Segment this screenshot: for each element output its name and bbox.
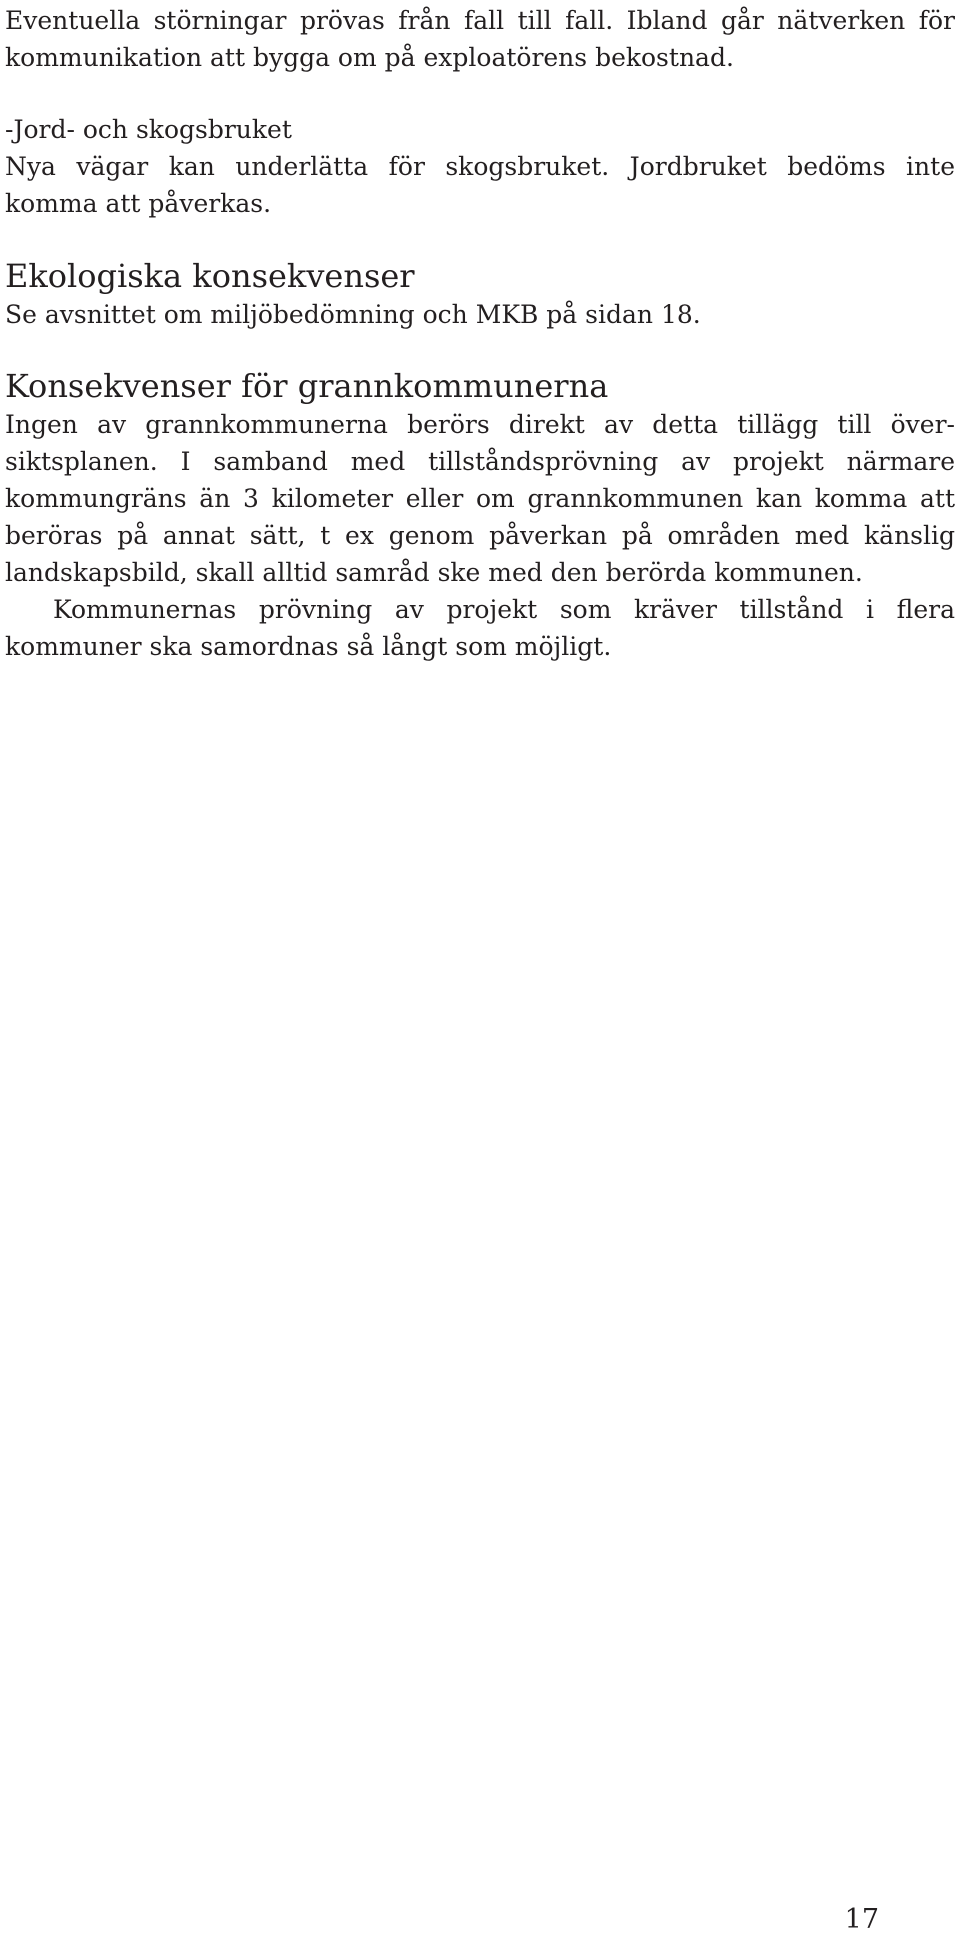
- ecological-text: Se avsnittet om miljöbedömning och MKB på sidan 18.: [5, 300, 701, 329]
- neighbours-paragraph-1: Ingen av grannkommunerna berörs direkt av detta tillägg till översiktsplanen. I samband med tillståndsprövning av projekt närmare kommungräns än 3 kilometer eller om grannkommunen kan komma att beröras på annat sätt, t ex genom påverkan på områden med känslig landskapsbild, skall alltid samråd ske med den berörda kommunen.: [5, 410, 955, 587]
- forestry-label: -Jord- och skogsbruket: [5, 115, 292, 144]
- forestry-text: Nya vägar kan underlätta för skogsbruket. Jordbruket bedöms inte komma att påverkas.: [5, 152, 955, 218]
- page-number: 17: [844, 1904, 879, 1935]
- neighbours-heading: Konsekvenser för grannkommunerna: [5, 367, 609, 405]
- intro-paragraph: Eventuella störningar prövas från fall till fall. Ibland går nätverken för kommunikation att bygga om på exploatörens bekostnad.: [5, 6, 955, 72]
- ecological-heading: Ekologiska konsekvenser: [5, 257, 415, 295]
- page-content: [5, 2, 955, 665]
- neighbours-paragraph-2: Kommunernas prövning av projekt som kräver tillstånd i flera kommuner ska samordnas så långt som möjligt.: [5, 595, 955, 661]
